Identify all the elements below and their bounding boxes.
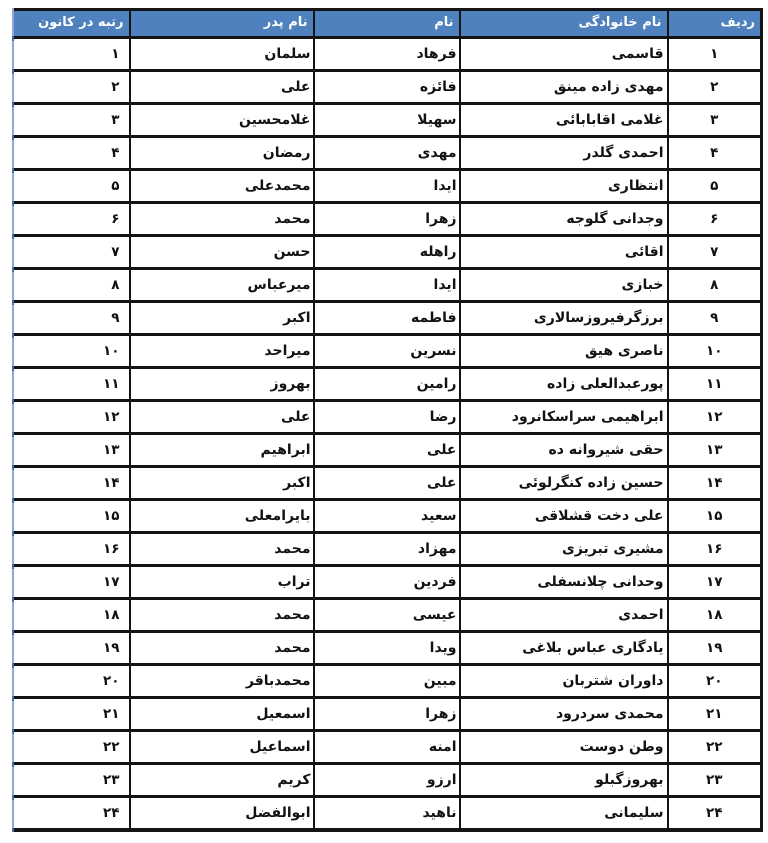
cell-rank: ۲۱ bbox=[14, 698, 130, 731]
cell-last_name: حقی شیروانه ده bbox=[460, 434, 668, 467]
cell-last_name: احمدی گلدر bbox=[460, 137, 668, 170]
table-row bbox=[14, 797, 762, 830]
cell-radif: ۱۰ bbox=[668, 335, 762, 368]
cell-rank: ۱۰ bbox=[14, 335, 130, 368]
cell-father_name: محمدعلی bbox=[130, 170, 314, 203]
cell-rank: ۱ bbox=[14, 38, 130, 71]
cell-rank: ۶ bbox=[14, 203, 130, 236]
cell-radif: ۱ bbox=[668, 38, 762, 71]
cell-radif: ۸ bbox=[668, 269, 762, 302]
table-row bbox=[14, 71, 762, 104]
cell-first_name: رضا bbox=[314, 401, 460, 434]
cell-last_name: قاسمی bbox=[460, 38, 668, 71]
students-rank-table-wrap bbox=[15, 8, 763, 832]
cell-first_name: مهزاد bbox=[314, 533, 460, 566]
cell-radif: ۴ bbox=[668, 137, 762, 170]
cell-first_name: عیسی bbox=[314, 599, 460, 632]
cell-father_name: اکبر bbox=[130, 467, 314, 500]
cell-last_name: احمدی bbox=[460, 599, 668, 632]
cell-first_name: زهرا bbox=[314, 698, 460, 731]
cell-father_name: محمدباقر bbox=[130, 665, 314, 698]
cell-rank: ۲ bbox=[14, 71, 130, 104]
cell-last_name: یادگاری عباس بلاغی bbox=[460, 632, 668, 665]
cell-first_name: رامین bbox=[314, 368, 460, 401]
table-row bbox=[14, 203, 762, 236]
cell-father_name: اسمعیل bbox=[130, 698, 314, 731]
cell-radif: ۲۴ bbox=[668, 797, 762, 830]
cell-last_name: مهدی زاده مینق bbox=[460, 71, 668, 104]
cell-first_name: فرهاد bbox=[314, 38, 460, 71]
cell-last_name: محمدی سردرود bbox=[460, 698, 668, 731]
table-row bbox=[14, 269, 762, 302]
cell-radif: ۱۱ bbox=[668, 368, 762, 401]
header-last_name: نام خانوادگی bbox=[460, 10, 668, 38]
cell-last_name: ناصری هیق bbox=[460, 335, 668, 368]
cell-rank: ۱۶ bbox=[14, 533, 130, 566]
students-rank-table bbox=[14, 8, 764, 832]
cell-rank: ۴ bbox=[14, 137, 130, 170]
table-row bbox=[14, 500, 762, 533]
cell-rank: ۱۳ bbox=[14, 434, 130, 467]
table-row bbox=[14, 137, 762, 170]
cell-first_name: زهرا bbox=[314, 203, 460, 236]
cell-first_name: ایدا bbox=[314, 170, 460, 203]
table-row bbox=[14, 401, 762, 434]
cell-first_name: علی bbox=[314, 467, 460, 500]
table-row bbox=[14, 533, 762, 566]
cell-radif: ۱۲ bbox=[668, 401, 762, 434]
cell-father_name: اکبر bbox=[130, 302, 314, 335]
header-radif: ردیف bbox=[668, 10, 762, 38]
cell-father_name: بایرامعلی bbox=[130, 500, 314, 533]
cell-father_name: اسماعیل bbox=[130, 731, 314, 764]
cell-radif: ۲۰ bbox=[668, 665, 762, 698]
table-row bbox=[14, 104, 762, 137]
header-rank: رتبه در کانون bbox=[14, 10, 130, 38]
cell-last_name: غلامی اقابابائی bbox=[460, 104, 668, 137]
cell-first_name: نسرین bbox=[314, 335, 460, 368]
table-row bbox=[14, 698, 762, 731]
cell-first_name: سعید bbox=[314, 500, 460, 533]
cell-rank: ۱۷ bbox=[14, 566, 130, 599]
cell-father_name: ابوالفضل bbox=[130, 797, 314, 830]
cell-father_name: محمد bbox=[130, 533, 314, 566]
table-row bbox=[14, 236, 762, 269]
cell-last_name: بهروزگبلو bbox=[460, 764, 668, 797]
cell-first_name: فاطمه bbox=[314, 302, 460, 335]
cell-radif: ۲۳ bbox=[668, 764, 762, 797]
cell-first_name: ارزو bbox=[314, 764, 460, 797]
cell-father_name: کریم bbox=[130, 764, 314, 797]
cell-first_name: ناهید bbox=[314, 797, 460, 830]
table-row bbox=[14, 731, 762, 764]
cell-rank: ۲۴ bbox=[14, 797, 130, 830]
cell-radif: ۱۷ bbox=[668, 566, 762, 599]
cell-first_name: مهدی bbox=[314, 137, 460, 170]
cell-last_name: علی دخت قشلاقی bbox=[460, 500, 668, 533]
cell-first_name: ویدا bbox=[314, 632, 460, 665]
cell-father_name: محمد bbox=[130, 203, 314, 236]
cell-first_name: امنه bbox=[314, 731, 460, 764]
cell-first_name: فائزه bbox=[314, 71, 460, 104]
cell-first_name: علی bbox=[314, 434, 460, 467]
header-first_name: نام bbox=[314, 10, 460, 38]
cell-radif: ۵ bbox=[668, 170, 762, 203]
cell-radif: ۲۲ bbox=[668, 731, 762, 764]
cell-rank: ۲۲ bbox=[14, 731, 130, 764]
cell-last_name: برزگرفیروزسالاری bbox=[460, 302, 668, 335]
cell-rank: ۱۴ bbox=[14, 467, 130, 500]
table-row bbox=[14, 599, 762, 632]
cell-last_name: حسین زاده کنگرلوئی bbox=[460, 467, 668, 500]
table-row bbox=[14, 335, 762, 368]
table-row bbox=[14, 665, 762, 698]
cell-radif: ۱۳ bbox=[668, 434, 762, 467]
cell-radif: ۱۸ bbox=[668, 599, 762, 632]
cell-father_name: محمد bbox=[130, 599, 314, 632]
cell-rank: ۵ bbox=[14, 170, 130, 203]
cell-last_name: داوران شتربان bbox=[460, 665, 668, 698]
header-row bbox=[14, 10, 762, 38]
table-row bbox=[14, 566, 762, 599]
cell-first_name: ایدا bbox=[314, 269, 460, 302]
cell-first_name: فردین bbox=[314, 566, 460, 599]
cell-father_name: غلامحسین bbox=[130, 104, 314, 137]
cell-father_name: بهروز bbox=[130, 368, 314, 401]
cell-rank: ۹ bbox=[14, 302, 130, 335]
cell-rank: ۱۵ bbox=[14, 500, 130, 533]
table-row bbox=[14, 467, 762, 500]
table-row bbox=[14, 302, 762, 335]
table-row bbox=[14, 434, 762, 467]
cell-rank: ۸ bbox=[14, 269, 130, 302]
cell-father_name: حسن bbox=[130, 236, 314, 269]
cell-radif: ۶ bbox=[668, 203, 762, 236]
cell-rank: ۱۸ bbox=[14, 599, 130, 632]
cell-radif: ۲ bbox=[668, 71, 762, 104]
cell-last_name: ابراهیمی سراسکانرود bbox=[460, 401, 668, 434]
cell-father_name: سلمان bbox=[130, 38, 314, 71]
cell-father_name: علی bbox=[130, 401, 314, 434]
cell-father_name: میرعباس bbox=[130, 269, 314, 302]
cell-radif: ۷ bbox=[668, 236, 762, 269]
cell-rank: ۷ bbox=[14, 236, 130, 269]
cell-last_name: پورعبدالعلی زاده bbox=[460, 368, 668, 401]
cell-father_name: تراب bbox=[130, 566, 314, 599]
cell-first_name: مبین bbox=[314, 665, 460, 698]
cell-radif: ۱۵ bbox=[668, 500, 762, 533]
cell-radif: ۲۱ bbox=[668, 698, 762, 731]
cell-rank: ۱۹ bbox=[14, 632, 130, 665]
table-body bbox=[14, 38, 762, 830]
cell-last_name: مشیری تبریزی bbox=[460, 533, 668, 566]
cell-rank: ۳ bbox=[14, 104, 130, 137]
cell-last_name: وطن دوست bbox=[460, 731, 668, 764]
cell-father_name: رمضان bbox=[130, 137, 314, 170]
cell-last_name: انتظاری bbox=[460, 170, 668, 203]
cell-father_name: علی bbox=[130, 71, 314, 104]
cell-radif: ۱۶ bbox=[668, 533, 762, 566]
table-row bbox=[14, 632, 762, 665]
table-row bbox=[14, 170, 762, 203]
cell-rank: ۱۱ bbox=[14, 368, 130, 401]
cell-first_name: سهیلا bbox=[314, 104, 460, 137]
cell-father_name: ابراهیم bbox=[130, 434, 314, 467]
table-row bbox=[14, 368, 762, 401]
cell-rank: ۲۳ bbox=[14, 764, 130, 797]
cell-last_name: وحدانی چلانسفلی bbox=[460, 566, 668, 599]
cell-rank: ۱۲ bbox=[14, 401, 130, 434]
cell-last_name: خبازی bbox=[460, 269, 668, 302]
cell-radif: ۱۴ bbox=[668, 467, 762, 500]
cell-radif: ۱۹ bbox=[668, 632, 762, 665]
cell-rank: ۲۰ bbox=[14, 665, 130, 698]
cell-father_name: میراحد bbox=[130, 335, 314, 368]
cell-radif: ۹ bbox=[668, 302, 762, 335]
table-row bbox=[14, 38, 762, 71]
header-father_name: نام پدر bbox=[130, 10, 314, 38]
table-row bbox=[14, 764, 762, 797]
cell-last_name: سلیمانی bbox=[460, 797, 668, 830]
cell-radif: ۳ bbox=[668, 104, 762, 137]
cell-father_name: محمد bbox=[130, 632, 314, 665]
cell-first_name: راهله bbox=[314, 236, 460, 269]
cell-last_name: وجدانی گلوجه bbox=[460, 203, 668, 236]
cell-last_name: اقائی bbox=[460, 236, 668, 269]
